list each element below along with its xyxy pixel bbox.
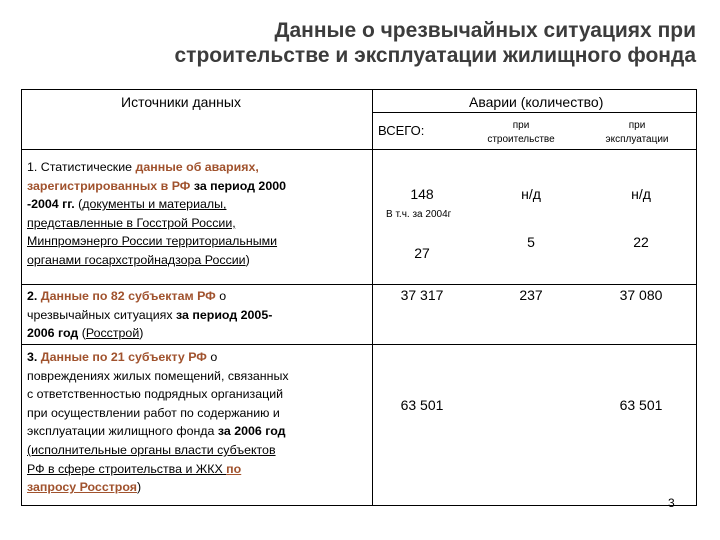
source-line: [27, 158, 372, 177]
row-3-operation: 63 501: [619, 397, 663, 413]
source-line: [27, 251, 372, 270]
source-text: -2004 гг.: [27, 197, 75, 212]
source-text: 2.: [27, 289, 41, 303]
row-1-construction-2004: 5: [527, 234, 535, 250]
source-text: ): [245, 252, 250, 267]
source-line: [27, 232, 372, 251]
source-text: ): [139, 326, 144, 341]
source-line: [27, 306, 372, 325]
source-text: повреждениях жилых помещений, связанных: [27, 368, 289, 383]
row-2-operation: 37 080: [619, 287, 663, 303]
source-line: [27, 367, 372, 386]
header-operation-line2: эксплуатации: [605, 134, 669, 145]
header-construction-line2: строительстве: [487, 134, 555, 145]
source-text: эксплуатации жилищного фонда: [27, 424, 218, 439]
source-text: с ответственностью подрядных организаций: [27, 387, 284, 402]
row-1-source: [27, 158, 372, 270]
row-1-operation: н/д: [631, 186, 651, 202]
header-operation-line1: при: [628, 120, 646, 131]
row-1-total-note: В т.ч. за 2004г: [386, 209, 452, 220]
source-text: (: [74, 197, 83, 212]
table-border-top: [21, 89, 697, 90]
row-2-construction: 237: [519, 287, 543, 303]
source-text: (исполнительные органы власти субъектов: [27, 442, 276, 457]
source-text: органами госархстройнадзора России: [27, 252, 246, 267]
source-text: за период 2000: [193, 178, 286, 193]
source-text: запросу Росстроя: [27, 480, 137, 495]
table-border-bottom: [21, 505, 697, 506]
source-text: 2006 год: [27, 326, 79, 341]
source-text: Данные по 21 субъекту РФ: [40, 350, 207, 364]
emergency-data-table: [21, 89, 697, 506]
row-1-total-2004: 27: [414, 245, 430, 261]
source-text: 1. Статистические: [27, 160, 136, 174]
table-border-right: [696, 89, 697, 506]
source-line: [27, 195, 372, 214]
source-line: [27, 404, 372, 423]
header-total: ВСЕГО:: [378, 123, 425, 138]
table-line-row2-bottom: [21, 344, 697, 345]
source-text: Данные по 82 субъектам РФ: [40, 289, 216, 303]
title-line-2: строительстве и эксплуатации жилищного фонда: [174, 44, 696, 67]
source-text: Росстрой: [85, 326, 140, 341]
source-text: данные об авариях,: [135, 160, 259, 174]
table-line-row1-bottom: [21, 284, 697, 285]
header-accidents: Аварии (количество): [469, 94, 604, 110]
source-text: документы и материалы,: [82, 197, 227, 212]
source-line: [27, 214, 372, 233]
source-text: Минпромэнерго России территориальными: [27, 234, 278, 249]
source-text: за 2006 год: [217, 424, 286, 439]
row-3-total: 63 501: [400, 397, 444, 413]
row-1-total: 148: [410, 186, 434, 202]
table-line-header-bottom: [21, 149, 697, 150]
source-line: [27, 460, 372, 479]
page-number: 3: [668, 496, 675, 510]
table-line-col1: [372, 89, 373, 506]
page-title: [40, 18, 696, 68]
source-text: РФ в сфере строительства и ЖКХ: [27, 461, 227, 476]
header-construction: [471, 119, 571, 147]
title-line-1: Данные о чрезвычайных ситуациях при: [274, 19, 696, 42]
source-line: [27, 478, 372, 497]
source-text: представленные в Госстрой России,: [27, 215, 236, 230]
row-1-operation-2004: 22: [633, 234, 649, 250]
source-line: [27, 348, 372, 367]
source-line: [27, 324, 372, 343]
source-line: [27, 287, 372, 306]
source-text: о: [206, 350, 218, 364]
source-line: [27, 422, 372, 441]
source-text: за период 2005-: [176, 307, 273, 322]
source-text: зарегистрированных в РФ: [27, 178, 194, 193]
header-construction-line1: при: [512, 120, 530, 131]
row-1-construction: н/д: [521, 186, 541, 202]
table-border-left: [21, 89, 22, 506]
source-text: о: [215, 289, 227, 303]
row-2-source: [27, 287, 372, 343]
header-operation: [587, 119, 687, 147]
source-text: по: [226, 461, 242, 476]
source-line: [27, 441, 372, 460]
source-text: при осуществлении работ по содержанию и: [27, 405, 280, 420]
row-3-source: [27, 348, 372, 497]
source-line: [27, 385, 372, 404]
source-text: 3.: [27, 350, 41, 364]
source-line: [27, 177, 372, 196]
source-text: ): [136, 480, 142, 495]
header-sources: Источники данных: [121, 94, 241, 110]
source-text: (: [78, 326, 86, 341]
table-line-subheader: [372, 112, 697, 113]
row-2-total: 37 317: [400, 287, 444, 303]
source-text: чрезвычайных ситуациях: [27, 307, 177, 322]
